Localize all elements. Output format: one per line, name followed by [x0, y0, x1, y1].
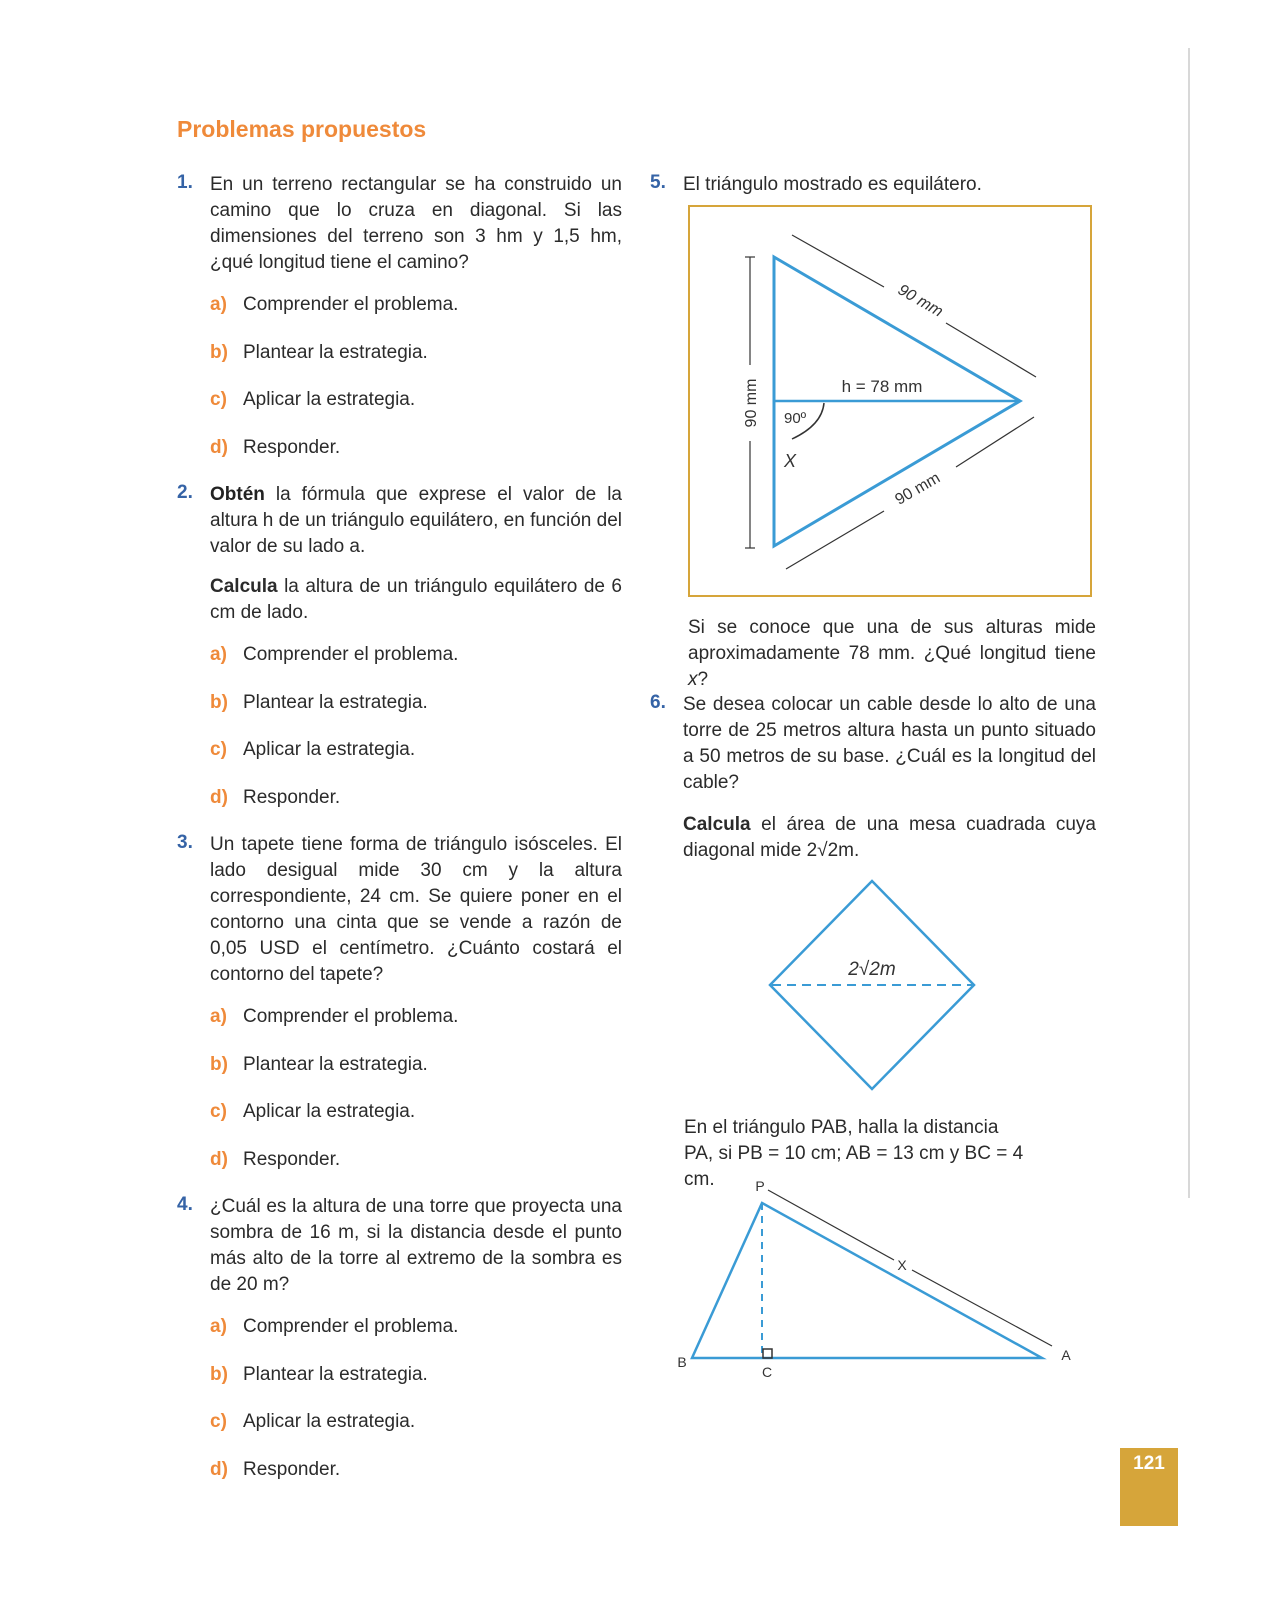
step-text: Plantear la estrategia. — [243, 341, 428, 363]
vertex-c-label: C — [761, 1364, 773, 1380]
step-item — [210, 1099, 622, 1147]
problem-5-question — [688, 615, 1096, 693]
step-item — [210, 1004, 622, 1052]
problem-5 — [650, 172, 1096, 198]
step-text: Comprender el problema. — [243, 1006, 459, 1027]
step-item — [210, 387, 622, 435]
text-part: la fórmula que exprese el valor de la altura h de un triángulo equilátero, en función del valor de su lado a. — [210, 484, 622, 557]
step-text: Aplicar la estrategia. — [243, 389, 416, 410]
step-text: Responder. — [243, 786, 341, 808]
step-letter: c) — [210, 739, 227, 760]
steps-list — [210, 1314, 622, 1504]
problem-number: 4. — [177, 1194, 193, 1215]
height-label: h = 78 mm — [841, 377, 923, 396]
step-text: Aplicar la estrategia. — [243, 1101, 416, 1122]
dimension-line — [792, 235, 884, 287]
step-item — [210, 1147, 622, 1195]
step-letter: a) — [210, 644, 227, 665]
problem-number: 1. — [177, 172, 193, 193]
text-part: el área de una mesa cuadrada cuya diagonal mide 2√2m. — [683, 814, 1096, 861]
dimension-line — [956, 417, 1034, 467]
problem-subtext — [683, 812, 1096, 864]
step-item — [210, 1314, 622, 1362]
steps-list — [210, 642, 622, 832]
step-item — [210, 1409, 622, 1457]
triangle-shape — [692, 1203, 1042, 1358]
problem-number: 3. — [177, 832, 193, 853]
step-text: Aplicar la estrategia. — [243, 739, 416, 760]
problem-6 — [650, 692, 1096, 864]
problem-number: 5. — [650, 172, 666, 193]
vertex-b-label: B — [677, 1354, 687, 1370]
problem-text: ¿Cuál es la altura de una torre que proyecta una sombra de 16 m, si la distancia desde el punto más alto de la torre al extremo de la sombra es de 20 m? — [210, 1196, 622, 1295]
step-item — [210, 737, 622, 785]
step-letter: c) — [210, 1411, 227, 1432]
step-item — [210, 435, 622, 483]
problem-2 — [177, 482, 622, 832]
step-item — [210, 1457, 622, 1505]
step-letter: b) — [210, 341, 228, 363]
step-item — [210, 690, 622, 738]
page-edge-line — [1188, 48, 1190, 1198]
step-item — [210, 642, 622, 690]
question-text: Si se conoce que una de sus alturas mide aproximadamente 78 mm. ¿Qué longitud tiene — [688, 617, 1096, 664]
right-angle-marker — [763, 1349, 772, 1358]
bold-verb: Calcula — [683, 814, 751, 835]
problem-text — [210, 482, 622, 560]
vertex-a-label: A — [1061, 1347, 1071, 1363]
dimension-line — [786, 511, 884, 569]
problem-number: 6. — [650, 692, 666, 713]
step-text: Comprender el problema. — [243, 294, 459, 315]
problem-6-triangle-text: En el triángulo PAB, halla la distancia PA, si PB = 10 cm; AB = 13 cm y BC = 4 cm. — [684, 1117, 1024, 1190]
problem-subtext — [210, 574, 622, 626]
step-text: Plantear la estrategia. — [243, 1053, 428, 1075]
step-letter: d) — [210, 436, 228, 458]
step-item — [210, 1362, 622, 1410]
step-text: Responder. — [243, 1148, 341, 1170]
step-item — [210, 292, 622, 340]
question-variable: x — [688, 669, 698, 690]
question-end: ? — [697, 669, 709, 690]
problem-4 — [177, 1194, 622, 1504]
step-text: Plantear la estrategia. — [243, 691, 428, 713]
page-number: 121 — [1133, 1453, 1165, 1474]
side-top-label: 90 mm — [894, 281, 946, 321]
steps-list — [210, 292, 622, 482]
step-item — [210, 785, 622, 833]
problem-1 — [177, 172, 622, 482]
step-text: Comprender el problema. — [243, 644, 459, 665]
step-text: Responder. — [243, 1458, 341, 1480]
step-text: Responder. — [243, 436, 341, 458]
diagonal-label: 2√2m — [848, 959, 896, 980]
problem-3 — [177, 832, 622, 1194]
step-letter: d) — [210, 1458, 228, 1480]
problem-text: El triángulo mostrado es equilátero. — [683, 174, 982, 195]
problem-number: 2. — [177, 482, 193, 503]
step-letter: a) — [210, 1316, 227, 1337]
angle-label: 90º — [784, 410, 807, 427]
equilateral-triangle-figure — [688, 205, 1092, 597]
x-label: X — [784, 451, 797, 471]
step-letter: d) — [210, 1148, 228, 1170]
side-left-label: 90 mm — [743, 378, 760, 428]
right-column — [650, 172, 1096, 198]
problem-text: En un terreno rectangular se ha construido un camino que lo cruza en diagonal. Si las dimensiones del terreno son 3 hm y 1,5 hm, ¿qué longitud tiene el camino? — [210, 174, 622, 273]
problem-text: Se desea colocar un cable desde lo alto de una torre de 25 metros altura hasta un punto situado a 50 metros de su base. ¿Cuál es la longitud del cable? — [683, 694, 1096, 793]
step-text: Comprender el problema. — [243, 1316, 459, 1337]
step-text: Plantear la estrategia. — [243, 1363, 428, 1385]
text-part: la altura de un triángulo equilátero de 6 cm de lado. — [210, 576, 622, 623]
page-number-tab — [1120, 1448, 1178, 1526]
step-item — [210, 1052, 622, 1100]
step-letter: b) — [210, 691, 228, 713]
step-letter: a) — [210, 294, 227, 315]
triangle-pab-figure — [672, 1176, 1082, 1386]
dimension-line — [768, 1190, 894, 1260]
bold-verb: Calcula — [210, 576, 278, 597]
step-item — [210, 340, 622, 388]
side-x-label: X — [897, 1257, 907, 1273]
step-letter: b) — [210, 1053, 228, 1075]
square-figure — [766, 878, 978, 1092]
side-bottom-label: 90 mm — [892, 469, 944, 509]
dimension-line — [946, 323, 1036, 377]
step-letter: b) — [210, 1363, 228, 1385]
step-letter: a) — [210, 1006, 227, 1027]
step-letter: c) — [210, 389, 227, 410]
step-letter: c) — [210, 1101, 227, 1122]
steps-list — [210, 1004, 622, 1194]
step-text: Aplicar la estrategia. — [243, 1411, 416, 1432]
bold-verb: Obtén — [210, 484, 265, 505]
step-letter: d) — [210, 786, 228, 808]
vertex-p-label: P — [755, 1178, 765, 1194]
page-title: Problemas propuestos — [177, 116, 427, 142]
dimension-line — [912, 1270, 1052, 1346]
problem-text: Un tapete tiene forma de triángulo isósceles. El lado desigual mide 30 cm y la altura correspondiente, 24 cm. Se quiere poner en el contorno una cinta que se vende a razón de 0,05 USD el centímetro. ¿Cuánto costará el contorno del tapete? — [210, 834, 622, 985]
left-column — [177, 172, 622, 1504]
